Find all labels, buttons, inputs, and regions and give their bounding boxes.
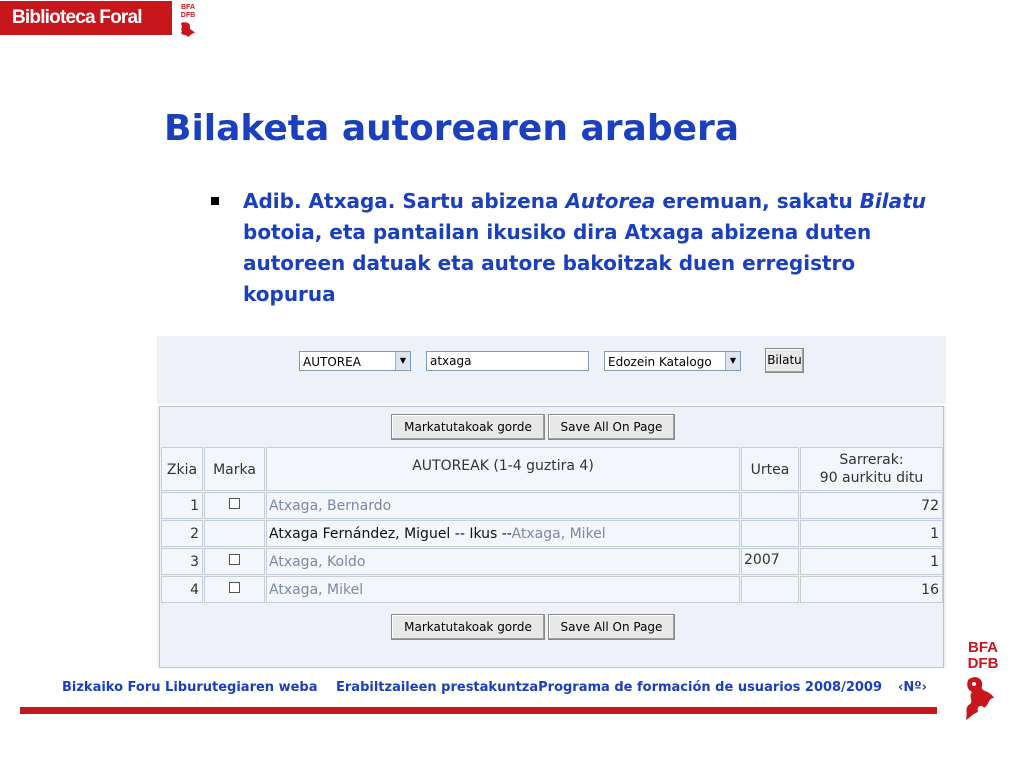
row-number: 2 [161, 520, 203, 547]
bullet-square-icon [211, 197, 219, 205]
emblem-bottom-text: DFB [967, 655, 999, 672]
row-number: 4 [161, 576, 203, 603]
search-field-select[interactable] [299, 351, 411, 371]
catalog-value: Edozein Katalogo [608, 355, 712, 369]
bilatu-button[interactable]: Bilatu [765, 348, 804, 373]
bullet-em-bilatu: Bilatu [859, 189, 926, 213]
bfa-emblem-icon [960, 632, 1006, 724]
col-header-marka: Marka [204, 447, 265, 491]
footer-left-text: Bizkaiko Foru Liburutegiaren weba [62, 680, 318, 695]
year-cell [741, 520, 799, 547]
catalog-select[interactable] [604, 351, 741, 371]
footer-divider [20, 707, 937, 714]
bullet-em-autorea: Autorea [565, 189, 656, 213]
entries-count: 1 [800, 548, 943, 575]
bfa-emblem-small-icon [177, 2, 199, 38]
mark-checkbox[interactable] [204, 492, 265, 519]
sarrerak-line2: 90 aurkitu ditu [819, 470, 924, 486]
entries-count: 16 [800, 576, 943, 603]
bullet-text [243, 186, 943, 310]
checkbox-icon[interactable] [229, 554, 240, 565]
col-header-autoreak[interactable]: AUTOREAK (1-4 guztira 4) [266, 447, 740, 491]
save-all-button-top[interactable]: Save All On Page [548, 414, 675, 440]
author-link[interactable]: Atxaga, Koldo [266, 548, 740, 575]
search-input[interactable]: atxaga [426, 351, 589, 371]
row-number: 1 [161, 492, 203, 519]
catalog-screenshot [157, 336, 946, 668]
footer-middle-text: Erabiltzaileen prestakuntzaPrograma de formación de usuarios 2008/2009 [336, 680, 883, 695]
checkbox-icon[interactable] [229, 498, 240, 509]
search-field-value: AUTOREA [303, 355, 361, 369]
row-number: 3 [161, 548, 203, 575]
save-marked-button-top[interactable]: Markatutakoak gorde [391, 414, 545, 440]
checkbox-icon[interactable] [229, 582, 240, 593]
col-header-urtea: Urtea [741, 447, 799, 491]
save-marked-button-bottom[interactable]: Markatutakoak gorde [391, 614, 545, 640]
emblem-small-bottom: DFB [180, 12, 196, 19]
sarrerak-line1: Sarrerak: [839, 452, 904, 468]
mark-checkbox[interactable] [204, 576, 265, 603]
year-cell [741, 576, 799, 603]
author-name-text: Atxaga Fernández, Miguel -- Ikus -- [269, 526, 512, 542]
bullet-part1: Adib. Atxaga. Sartu abizena [243, 189, 566, 213]
author-link[interactable]: Atxaga, Mikel [266, 576, 740, 603]
author-link[interactable]: Atxaga, Bernardo [266, 492, 740, 519]
results-panel [157, 406, 946, 668]
logo-text: Biblioteca Foral [12, 7, 142, 28]
entries-count: 72 [800, 492, 943, 519]
author-link[interactable]: Atxaga, Mikel [511, 526, 606, 542]
mark-empty-cell [204, 520, 265, 547]
entries-count: 1 [800, 520, 943, 547]
emblem-small-top: BFA [181, 4, 195, 11]
col-header-zkia: Zkia [161, 447, 203, 491]
emblem-top-text: BFA [968, 639, 998, 656]
year-cell: 2007 [741, 548, 799, 575]
chevron-down-icon: ▼ [395, 352, 410, 370]
biblioteca-foral-logo[interactable] [0, 1, 172, 35]
bullet-part3: botoia, eta pantailan ikusiko dira Atxaga abizena duten autoreen datuak eta autore bakoitzak duen erregistro kopurua [243, 220, 872, 306]
slide-title: Bilaketa autorearen arabera [164, 108, 740, 149]
save-all-button-bottom[interactable]: Save All On Page [548, 614, 675, 640]
chevron-down-icon: ▼ [725, 352, 740, 370]
year-cell [741, 492, 799, 519]
author-see-reference [266, 520, 740, 547]
search-bar [157, 336, 946, 404]
mark-checkbox[interactable] [204, 548, 265, 575]
bullet-part2: eremuan, sakatu [655, 189, 860, 213]
footer-page-number: ‹Nº› [898, 680, 927, 695]
col-header-sarrerak [800, 447, 943, 491]
